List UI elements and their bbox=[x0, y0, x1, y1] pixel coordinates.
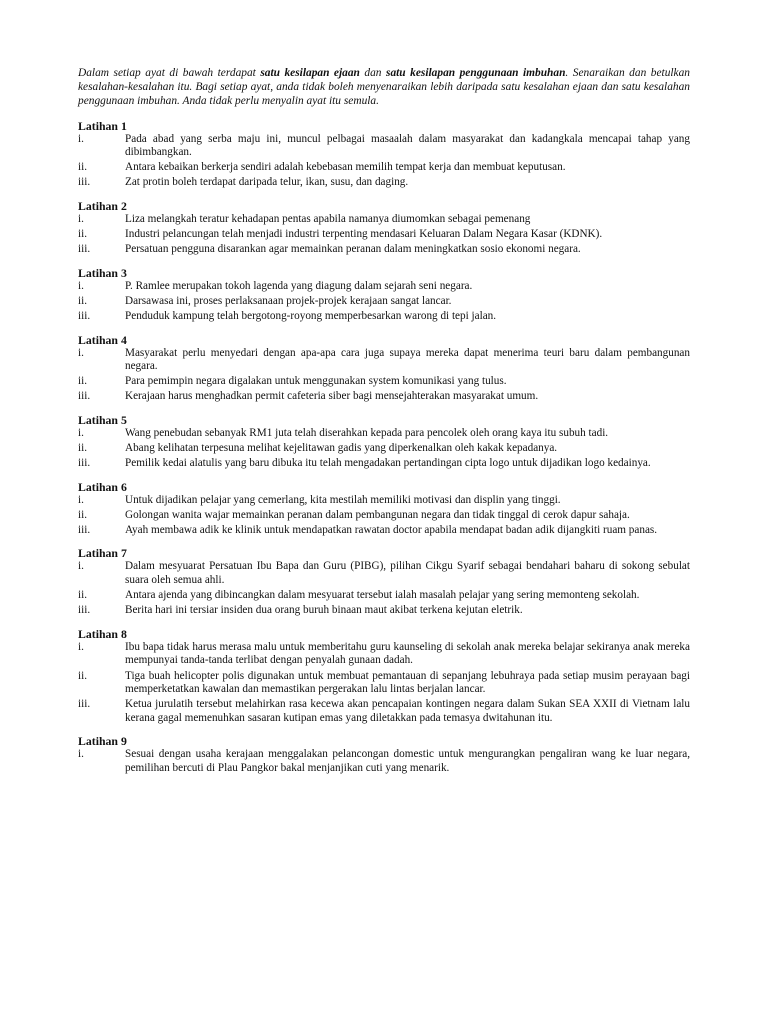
item-text: Industri pelancungan telah menjadi industri terpenting mendasari Keluaran Dalam Negara Kasar (KDNK). bbox=[125, 228, 603, 241]
item-number: iii. bbox=[78, 604, 91, 617]
item-text: Wang penebudan sebanyak RM1 juta telah diserahkan kepada para pencolek oleh orang kaya itu subuh tadi. bbox=[125, 426, 609, 439]
item-number: i. bbox=[78, 560, 84, 573]
exercise-section bbox=[78, 627, 690, 726]
exercise-item bbox=[78, 243, 690, 257]
exercise-item bbox=[78, 427, 690, 441]
intro-text-2: dan bbox=[359, 67, 387, 79]
item-number: ii. bbox=[78, 442, 88, 455]
document-page bbox=[78, 66, 690, 785]
item-text: Ayah membawa adik ke klinik untuk mendapatkan rawatan doctor apabila mendapat badan adik dijangkiti ruam panas. bbox=[125, 523, 658, 536]
exercise-section bbox=[78, 266, 690, 324]
item-number: i. bbox=[78, 426, 84, 439]
section-heading: Latihan 3 bbox=[78, 265, 127, 280]
intro-text-3: . Senaraikan dan betulkan kesalahan-kesalahan itu. Bagi setiap ayat, anda tidak boleh menyenaraikan lebih daripada satu kesalahan ejaan dan satu kesalahan penggunaan imbuhan. Anda tidak perlu menyalin ayat itu semula. bbox=[78, 67, 691, 108]
item-text: Ibu bapa tidak harus merasa malu untuk memberitahu guru kaunseling di sekolah anak mereka belajar sekiranya anak mereka mempunyai tanda-tanda terlibat dengan penyalah gunaan dadah. bbox=[125, 640, 690, 667]
exercise-item bbox=[78, 524, 690, 538]
item-text: Berita hari ini tersiar insiden dua orang buruh binaan maut akibat terkena kejutan eletrik. bbox=[125, 604, 523, 617]
item-text: Dalam mesyuarat Persatuan Ibu Bapa dan Guru (PIBG), pilihan Cikgu Syarif sebagai bendahari baharu di sokong sebulat suara oleh semua ahli. bbox=[125, 560, 690, 587]
exercise-item bbox=[78, 228, 690, 242]
item-text: P. Ramlee merupakan tokoh lagenda yang diagung dalam sejarah seni negara. bbox=[125, 279, 473, 292]
section-heading: Latihan 8 bbox=[78, 626, 127, 641]
item-text: Liza melangkah teratur kehadapan pentas apabila namanya diumomkan sebagai pemenang bbox=[125, 212, 531, 225]
item-text: Pada abad yang serba maju ini, muncul pelbagai masaalah dalam masyarakat dan kadangkala mencapai tahap yang dibimbangkan. bbox=[125, 132, 690, 159]
item-text: Kerajaan harus menghadkan permit cafeteria siber bagi mensejahterakan masyarakat umum. bbox=[125, 390, 539, 403]
item-number: i. bbox=[78, 748, 84, 761]
exercise-section bbox=[78, 734, 690, 775]
item-text: Zat protin boleh terdapat daripada telur, ikan, susu, dan daging. bbox=[125, 176, 409, 189]
item-number: ii. bbox=[78, 375, 88, 388]
item-number: iii. bbox=[78, 457, 91, 470]
item-number: ii. bbox=[78, 161, 88, 174]
exercise-item bbox=[78, 280, 690, 294]
section-heading: Latihan 6 bbox=[78, 479, 127, 494]
item-number: i. bbox=[78, 212, 84, 225]
item-number: ii. bbox=[78, 294, 88, 307]
exercise-section bbox=[78, 333, 690, 404]
item-text: Tiga buah helicopter polis digunakan untuk membuat pemantauan di sepanjang lebuhraya pada setiap musim perayaan bagi memperketatkan kawalan dan memastikan pergerakan lalu lintas berjalan lancar. bbox=[125, 669, 690, 696]
item-text: Golongan wanita wajar memainkan peranan dalam pembangunan negara dan tidak tinggal di cerok dapur sahaja. bbox=[125, 508, 630, 521]
exercise-list bbox=[78, 119, 690, 776]
exercise-item bbox=[78, 698, 690, 725]
item-number: ii. bbox=[78, 589, 88, 602]
item-text: Ketua jurulatih tersebut melahirkan rasa kecewa akan pencapaian kontingen negara dalam Sukan SEA XXII di Vietnam lalu kerana gagal memenuhkan sasaran kutipan emas yang diletakkan pada temasya dwitahunan itu. bbox=[125, 698, 690, 724]
exercise-item bbox=[78, 390, 690, 404]
item-text: Untuk dijadikan pelajar yang cemerlang, kita mestilah memiliki motivasi dan displin yang tinggi. bbox=[125, 493, 561, 506]
exercise-item bbox=[78, 375, 690, 389]
item-text: Persatuan pengguna disarankan agar memainkan peranan dalam meningkatkan sosio ekonomi negara. bbox=[125, 243, 581, 256]
instructions-paragraph bbox=[78, 66, 690, 109]
item-text: Abang kelihatan terpesuna melihat kejelitawan gadis yang diperkenalkan oleh kakak kepadanya. bbox=[125, 442, 558, 455]
item-text: Darsawasa ini, proses perlaksanaan projek-projek kerajaan sangat lancar. bbox=[125, 294, 452, 307]
exercise-section bbox=[78, 119, 690, 190]
exercise-item bbox=[78, 589, 690, 603]
exercise-item bbox=[78, 494, 690, 508]
item-text: Penduduk kampung telah bergotong-royong memperbesarkan warong di tepi jalan. bbox=[125, 309, 497, 322]
exercise-item bbox=[78, 133, 690, 160]
exercise-item bbox=[78, 457, 690, 471]
item-number: i. bbox=[78, 493, 84, 506]
exercise-section bbox=[78, 199, 690, 257]
exercise-item bbox=[78, 670, 690, 697]
item-number: iii. bbox=[78, 523, 91, 536]
exercise-item bbox=[78, 748, 690, 775]
item-number: i. bbox=[78, 640, 84, 653]
item-text: Para pemimpin negara digalakan untuk menggunakan system komunikasi yang tulus. bbox=[125, 375, 507, 388]
exercise-item bbox=[78, 560, 690, 587]
item-number: ii. bbox=[78, 508, 88, 521]
exercise-item bbox=[78, 176, 690, 190]
exercise-item bbox=[78, 161, 690, 175]
exercise-item bbox=[78, 509, 690, 523]
item-text: Masyarakat perlu menyedari dengan apa-apa cara juga supaya mereka dapat menerima teuri baru dalam pembangunan negara. bbox=[125, 346, 690, 373]
exercise-item bbox=[78, 604, 690, 618]
item-number: i. bbox=[78, 346, 84, 359]
exercise-section bbox=[78, 546, 690, 617]
item-number: ii. bbox=[78, 669, 88, 682]
exercise-item bbox=[78, 347, 690, 374]
item-number: iii. bbox=[78, 176, 91, 189]
item-number: ii. bbox=[78, 228, 88, 241]
exercise-item bbox=[78, 442, 690, 456]
section-heading: Latihan 2 bbox=[78, 198, 127, 213]
section-heading: Latihan 4 bbox=[78, 332, 127, 347]
section-heading: Latihan 9 bbox=[78, 734, 127, 749]
exercise-item bbox=[78, 641, 690, 668]
section-heading: Latihan 7 bbox=[78, 546, 127, 561]
exercise-item bbox=[78, 213, 690, 227]
item-number: i. bbox=[78, 279, 84, 292]
section-heading: Latihan 1 bbox=[78, 118, 127, 133]
item-number: iii. bbox=[78, 390, 91, 403]
item-text: Antara kebaikan berkerja sendiri adalah kebebasan memilih tempat kerja dan membuat keputusan. bbox=[125, 161, 566, 174]
exercise-section bbox=[78, 413, 690, 471]
item-number: iii. bbox=[78, 698, 91, 711]
item-number: i. bbox=[78, 132, 84, 145]
intro-bold-affix: satu kesilapan penggunaan imbuhan bbox=[386, 67, 566, 79]
item-text: Antara ajenda yang dibincangkan dalam mesyuarat tersebut ialah masalah pelajar yang sering memonteng sekolah. bbox=[125, 589, 640, 602]
section-heading: Latihan 5 bbox=[78, 412, 127, 427]
item-number: iii. bbox=[78, 309, 91, 322]
item-text: Sesuai dengan usaha kerajaan menggalakan pelancongan domestic untuk mengurangkan pengaliran wang ke luar negara, pemilihan bercuti di Plau Pangkor bakal menjanjikan cuti yang menarik. bbox=[125, 748, 690, 775]
item-text: Pemilik kedai alatulis yang baru dibuka itu telah mengadakan pertandingan cipta logo untuk dijadikan logo kedainya. bbox=[125, 457, 651, 470]
intro-text-1: Dalam setiap ayat di bawah terdapat bbox=[78, 67, 261, 79]
exercise-item bbox=[78, 310, 690, 324]
exercise-section bbox=[78, 480, 690, 538]
item-number: iii. bbox=[78, 243, 91, 256]
intro-bold-spelling: satu kesilapan ejaan bbox=[260, 67, 360, 79]
exercise-item bbox=[78, 295, 690, 309]
